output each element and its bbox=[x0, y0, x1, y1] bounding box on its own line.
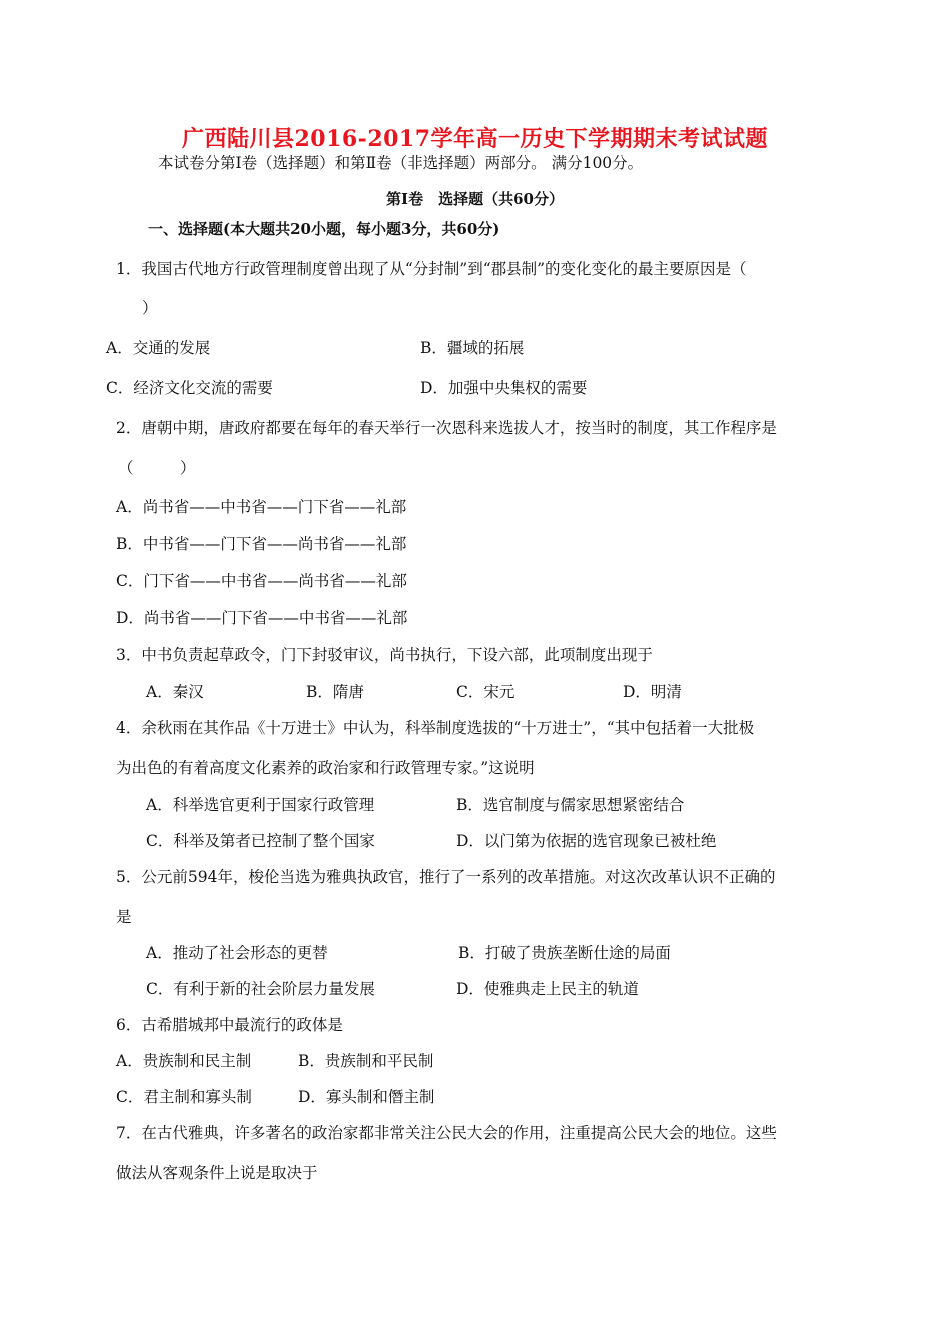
q3-option-b: B．隋唐 bbox=[306, 683, 364, 701]
q2-option-d: D．尚书省——门下省——中书省——礼部 bbox=[116, 609, 408, 627]
q7-stem: 7．在古代雅典，许多著名的政治家都非常关注公民大会的作用，注重提高公民大会的地位。这些 bbox=[116, 1124, 777, 1142]
section-title: 第Ⅰ卷 选择题（共60分） bbox=[386, 190, 564, 208]
q5-option-b: B．打破了贵族垄断仕途的局面 bbox=[458, 944, 671, 962]
q1-stem: 1．我国古代地方行政管理制度曾出现了从“分封制”到“郡县制”的变化变化的最主要原因是（ bbox=[116, 260, 747, 278]
q1-option-c: C．经济文化交流的需要 bbox=[106, 379, 273, 397]
exam-title: 广西陆川县2016-2017学年高一历史下学期期末考试试题 bbox=[181, 126, 769, 152]
q4-option-c: C．科举及第者已控制了整个国家 bbox=[146, 832, 375, 850]
q3-option-a: A．秦汉 bbox=[146, 683, 204, 701]
q5-option-c: C．有利于新的社会阶层力量发展 bbox=[146, 980, 375, 998]
q6-option-b: B．贵族制和平民制 bbox=[298, 1052, 434, 1070]
q3-option-c: C．宋元 bbox=[456, 683, 515, 701]
q5-option-d: D．使雅典走上民主的轨道 bbox=[456, 980, 639, 998]
q3-option-d: D．明清 bbox=[623, 683, 682, 701]
q1-stem-end: ） bbox=[142, 299, 158, 317]
q4-option-d: D．以门第为依据的选官现象已被杜绝 bbox=[456, 832, 717, 850]
q2-stem-end: （ ） bbox=[118, 459, 196, 477]
q5-stem-end: 是 bbox=[116, 908, 132, 926]
q5-option-a: A．推动了社会形态的更替 bbox=[146, 944, 328, 962]
q7-stem-end: 做法从客观条件上说是取决于 bbox=[116, 1164, 318, 1182]
q1-option-a: A．交通的发展 bbox=[106, 339, 211, 357]
q1-option-d: D．加强中央集权的需要 bbox=[420, 379, 588, 397]
q6-option-c: C．君主制和寡头制 bbox=[116, 1088, 252, 1106]
q6-option-a: A．贵族制和民主制 bbox=[116, 1052, 252, 1070]
exam-intro: 本试卷分第Ⅰ卷（选择题）和第Ⅱ卷（非选择题）两部分。 满分100分。 bbox=[158, 154, 644, 172]
part-title: 一、选择题(本大题共20小题，每小题3分，共60分) bbox=[148, 220, 500, 238]
q4-stem: 4．余秋雨在其作品《十万进士》中认为，科举制度选拔的“十万进士”，“其中包括着一大批极 bbox=[116, 719, 755, 737]
q4-stem-end: 为出色的有着高度文化素养的政治家和行政管理专家。”这说明 bbox=[116, 759, 535, 777]
q5-stem: 5．公元前594年，梭伦当选为雅典执政官，推行了一系列的改革措施。对这次改革认识不正确的 bbox=[116, 868, 776, 886]
q3-stem: 3．中书负责起草政令，门下封驳审议，尚书执行，下设六部，此项制度出现于 bbox=[116, 646, 653, 664]
q1-option-b: B．疆域的拓展 bbox=[420, 339, 525, 357]
q6-option-d: D．寡头制和僭主制 bbox=[298, 1088, 435, 1106]
q4-option-b: B．选官制度与儒家思想紧密结合 bbox=[456, 796, 685, 814]
q2-option-c: C．门下省——中书省——尚书省——礼部 bbox=[116, 572, 407, 590]
q4-option-a: A．科举选官更利于国家行政管理 bbox=[146, 796, 375, 814]
q2-stem: 2．唐朝中期，唐政府都要在每年的春天举行一次恩科来选拔人才，按当时的制度，其工作程序是 bbox=[116, 419, 777, 437]
q2-option-b: B．中书省——门下省——尚书省——礼部 bbox=[116, 535, 407, 553]
q2-option-a: A．尚书省——中书省——门下省——礼部 bbox=[116, 498, 407, 516]
q6-stem: 6．古希腊城邦中最流行的政体是 bbox=[116, 1016, 343, 1034]
